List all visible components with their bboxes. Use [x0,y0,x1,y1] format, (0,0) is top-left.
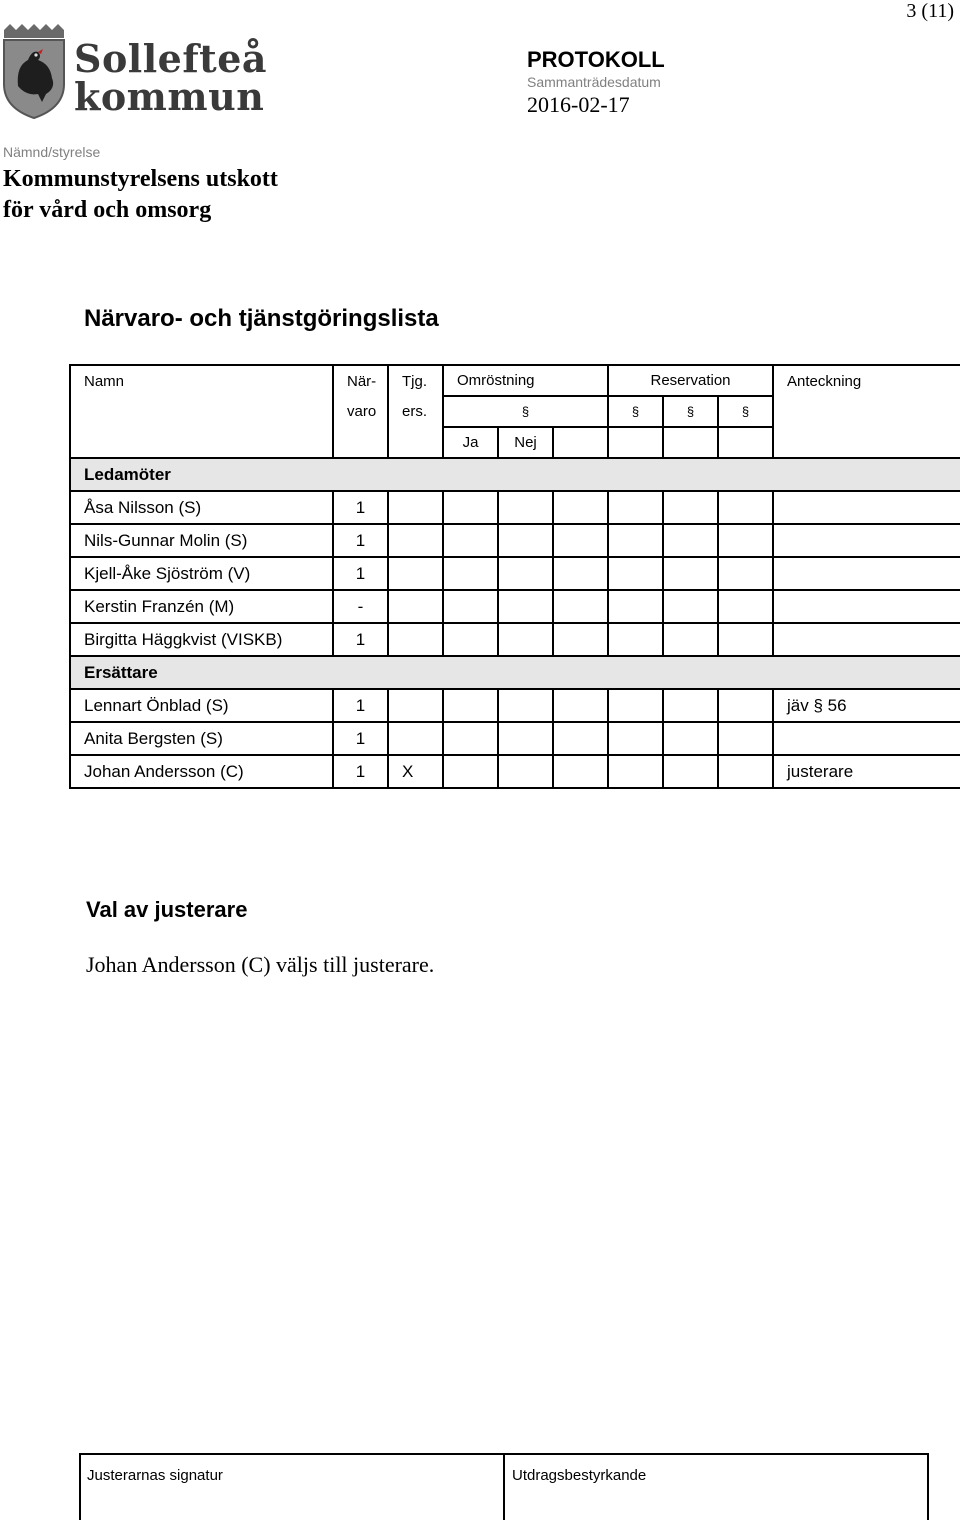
section-mark: § [686,404,695,419]
municipal-crest-icon [2,22,66,120]
member-name: Kjell-Åke Sjöström (V) [70,557,333,590]
serving-cell [388,590,443,623]
serving-cell [388,689,443,722]
header-reservation: Reservation [608,365,773,396]
serving-cell [388,491,443,524]
table-row [70,524,960,557]
header-present-2: varo [333,396,388,427]
table-row [70,623,960,656]
section-mark: § [741,404,750,419]
header-name: Namn [70,365,333,396]
table-header-row-3 [70,427,960,458]
table-row [70,722,960,755]
serving-cell: X [388,755,443,788]
protocol-title: PROTOKOLL [527,47,665,72]
logo-line-2: kommun [74,74,265,119]
table-header-row-2 [70,396,960,427]
table-row [70,590,960,623]
header-present-1: När- [333,365,388,396]
note-cell [773,557,960,590]
member-name: Birgitta Häggkvist (VISKB) [70,623,333,656]
board-name-line-2: för vård och omsorg [3,197,212,223]
member-name: Johan Andersson (C) [70,755,333,788]
serving-cell [388,557,443,590]
note-cell: jäv § 56 [773,689,960,722]
justerare-text: Johan Andersson (C) väljs till justerare. [86,952,435,977]
present-cell: 1 [333,722,388,755]
header-no: Nej [498,427,553,458]
note-cell [773,590,960,623]
present-cell: 1 [333,524,388,557]
present-cell: 1 [333,623,388,656]
header-vote: Omröstning [443,365,608,396]
attendance-table [69,364,960,789]
group-label: Ersättare [70,656,960,689]
present-cell: 1 [333,491,388,524]
section-mark: § [631,404,640,419]
note-cell: justerare [773,755,960,788]
signature-label: Justerarnas signatur [87,1467,223,1484]
logo-line-1: Sollefteå [74,36,268,81]
present-cell: - [333,590,388,623]
header-serving-2: ers. [388,396,443,427]
serving-cell [388,524,443,557]
meeting-date: 2016-02-17 [527,92,630,117]
serving-cell [388,722,443,755]
note-cell [773,491,960,524]
member-name: Åsa Nilsson (S) [70,491,333,524]
signature-divider [503,1453,505,1520]
present-cell: 1 [333,557,388,590]
logo-wordmark [74,36,268,119]
present-cell: 1 [333,689,388,722]
certification-label: Utdragsbestyrkande [512,1467,647,1484]
table-row [70,689,960,722]
header-note: Anteckning [773,365,960,396]
table-header-row-1 [70,365,960,396]
member-name: Lennart Önblad (S) [70,689,333,722]
group-row [70,656,960,689]
note-cell [773,623,960,656]
table-row [70,755,960,788]
page-number: 3 (11) [906,0,954,22]
table-row [70,491,960,524]
note-cell [773,524,960,557]
justerare-heading: Val av justerare [86,897,248,922]
member-name: Anita Bergsten (S) [70,722,333,755]
section-mark: § [521,404,530,419]
serving-cell [388,623,443,656]
attendance-heading: Närvaro- och tjänstgöringslista [84,305,439,332]
header-yes: Ja [443,427,498,458]
group-label: Ledamöter [70,458,960,491]
member-name: Nils-Gunnar Molin (S) [70,524,333,557]
board-label: Nämnd/styrelse [3,144,101,160]
header-serving-1: Tjg. [388,365,443,396]
table-row [70,557,960,590]
board-name-line-1: Kommunstyrelsens utskott [3,166,278,192]
present-cell: 1 [333,755,388,788]
meeting-date-label: Sammanträdesdatum [527,74,661,90]
board-name [3,164,278,226]
member-name: Kerstin Franzén (M) [70,590,333,623]
group-row [70,458,960,491]
note-cell [773,722,960,755]
